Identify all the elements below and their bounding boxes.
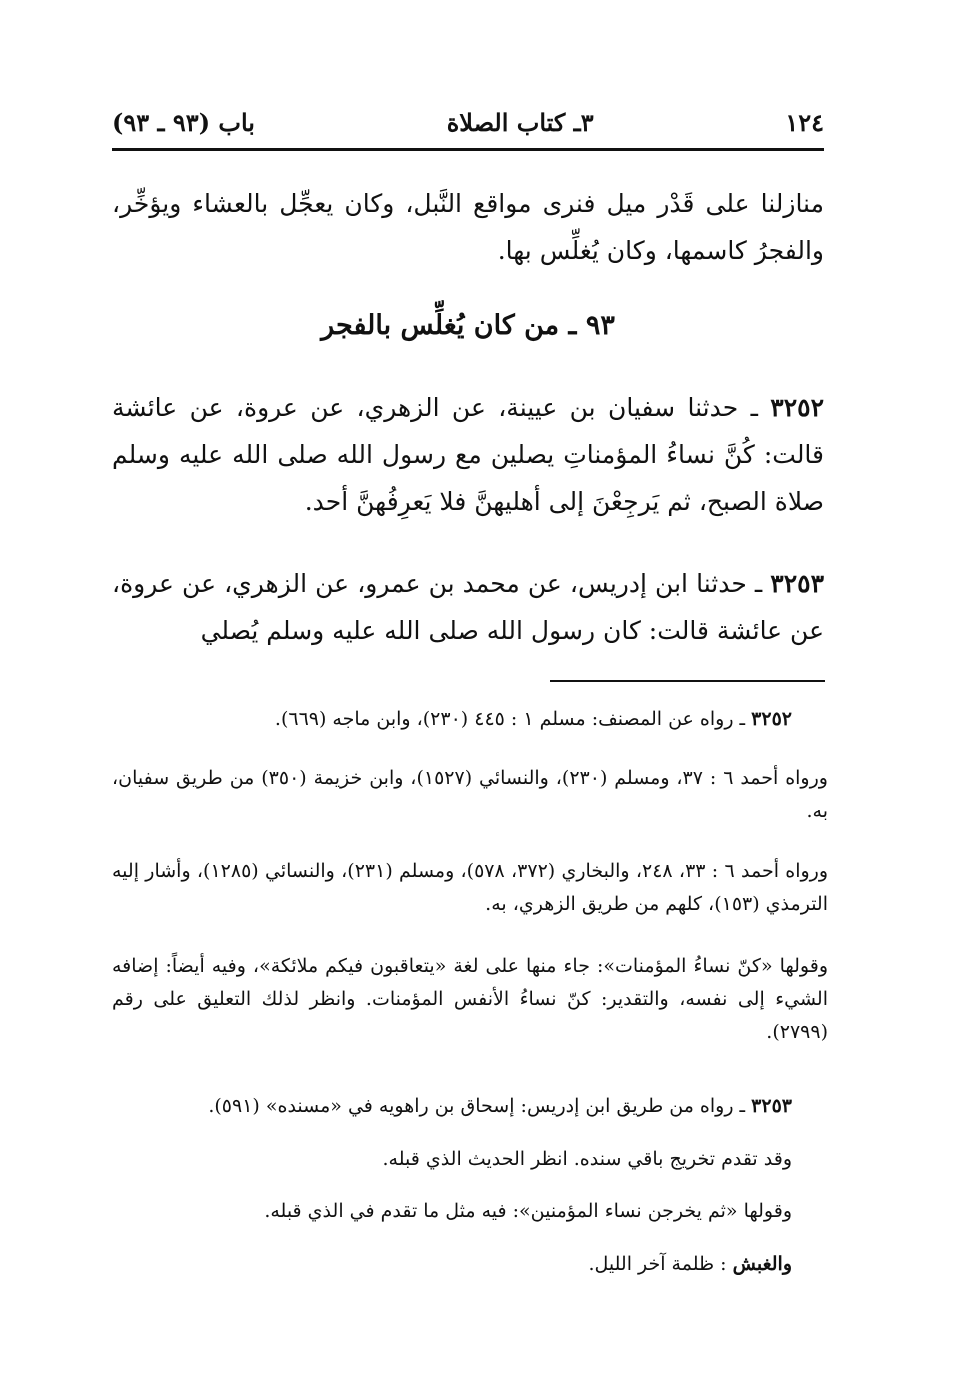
footnote [112,1090,828,1123]
footnote-lead: ٣٢٥٢ [751,708,792,730]
intro-paragraph: منازلنا على قَدْر ميل فنرى مواقع النَّبل، وكان يعجِّل بالعشاء ويؤخِّر، والفجرُ كاسمها، وكان يُغلِّس بها. [112,189,824,265]
footnote-text: وقد تقدم تخريج باقي سنده. انظر الحديث الذي قبله. [382,1148,792,1170]
page-number: ١٢٤ [785,107,824,137]
footnote-text: : ظلمة آخر الليل. [588,1253,733,1275]
hadith-3252 [112,384,824,525]
hadith-number: ٣٢٥٣ [770,569,824,598]
footnote [112,1195,828,1228]
footnote-text: ورواه أحمد ٦ : ٣٣، ٢٤٨، والبخاري (٣٧٢، ٥٧٨)، ومسلم (٢٣١)، والنسائي (١٢٨٥)، وأشار إليه الترمذي (١٥٣)، كلهم من طريق الزهري، به. [112,860,829,915]
book-title: ٣ـ كتاب الصلاة [446,107,594,137]
chapter-range: باب (٩٣ ـ ٩٣) [112,107,255,137]
footnote [112,1248,828,1281]
page-header [112,100,824,144]
footnote-text: ورواه أحمد ٦ : ٣٧، ومسلم (٢٣٠)، والنسائي (١٥٢٧)، وابن خزيمة (٣٥٠) من طريق سفيان، به. [112,767,828,822]
hadith-number: ٣٢٥٢ [770,393,824,422]
footnote-lead: ٣٢٥٣ [751,1095,792,1117]
section-title: ٩٣ ـ من كان يُغلِّس بالفجر [321,310,615,341]
footnote [112,703,828,736]
hadith-text: ـ حدثنا ابن إدريس، عن محمد بن عمرو، عن الزهري، عن عروة، عن عائشة قالت: كان رسول الله صلى الله عليه وسلم يُصلي [112,569,824,645]
footnote-lead: والغبش [732,1253,792,1275]
hadith-3253 [112,560,824,654]
footnote-text: ـ رواه عن المصنف: مسلم ١ : ٤٤٥ (٢٣٠)، وابن ماجه (٦٦٩). [274,708,752,730]
footnote-text: وقولها «ثم يخرجن نساء المؤمنين»: فيه مثل ما تقدم في الذي قبله. [264,1200,792,1222]
footnote [112,950,828,1049]
footnote-rule [550,680,825,682]
footnote [112,762,828,828]
footnote-text: وقولها «كنّ نساءُ المؤمنات»: جاء منها على لغة «يتعاقبون فيكم ملائكة»، وفيه أيضاً: إضافه الشيء إلى نفسه، والتقدير: كنّ نساءُ الأنفس المؤمنات. وانظر لذلك التعليق على رقم (٢٧٩٩). [112,955,828,1043]
header-rule [112,148,824,151]
footnote [112,855,828,921]
footnote [112,1143,828,1176]
hadith-text: ـ حدثنا سفيان بن عيينة، عن الزهري، عن عروة، عن عائشة قالت: كُنَّ نساءُ المؤمناتِ يصلين مع رسول الله صلى الله عليه وسلم صلاة الصبح، ثم يَرجِعْنَ إلى أهليهنَّ فلا يَعرِفُهنَّ أحد. [112,393,824,516]
footnote-text: ـ رواه من طريق ابن إدريس: إسحاق بن راهويه في «مسنده» (٥٩١). [208,1095,752,1117]
